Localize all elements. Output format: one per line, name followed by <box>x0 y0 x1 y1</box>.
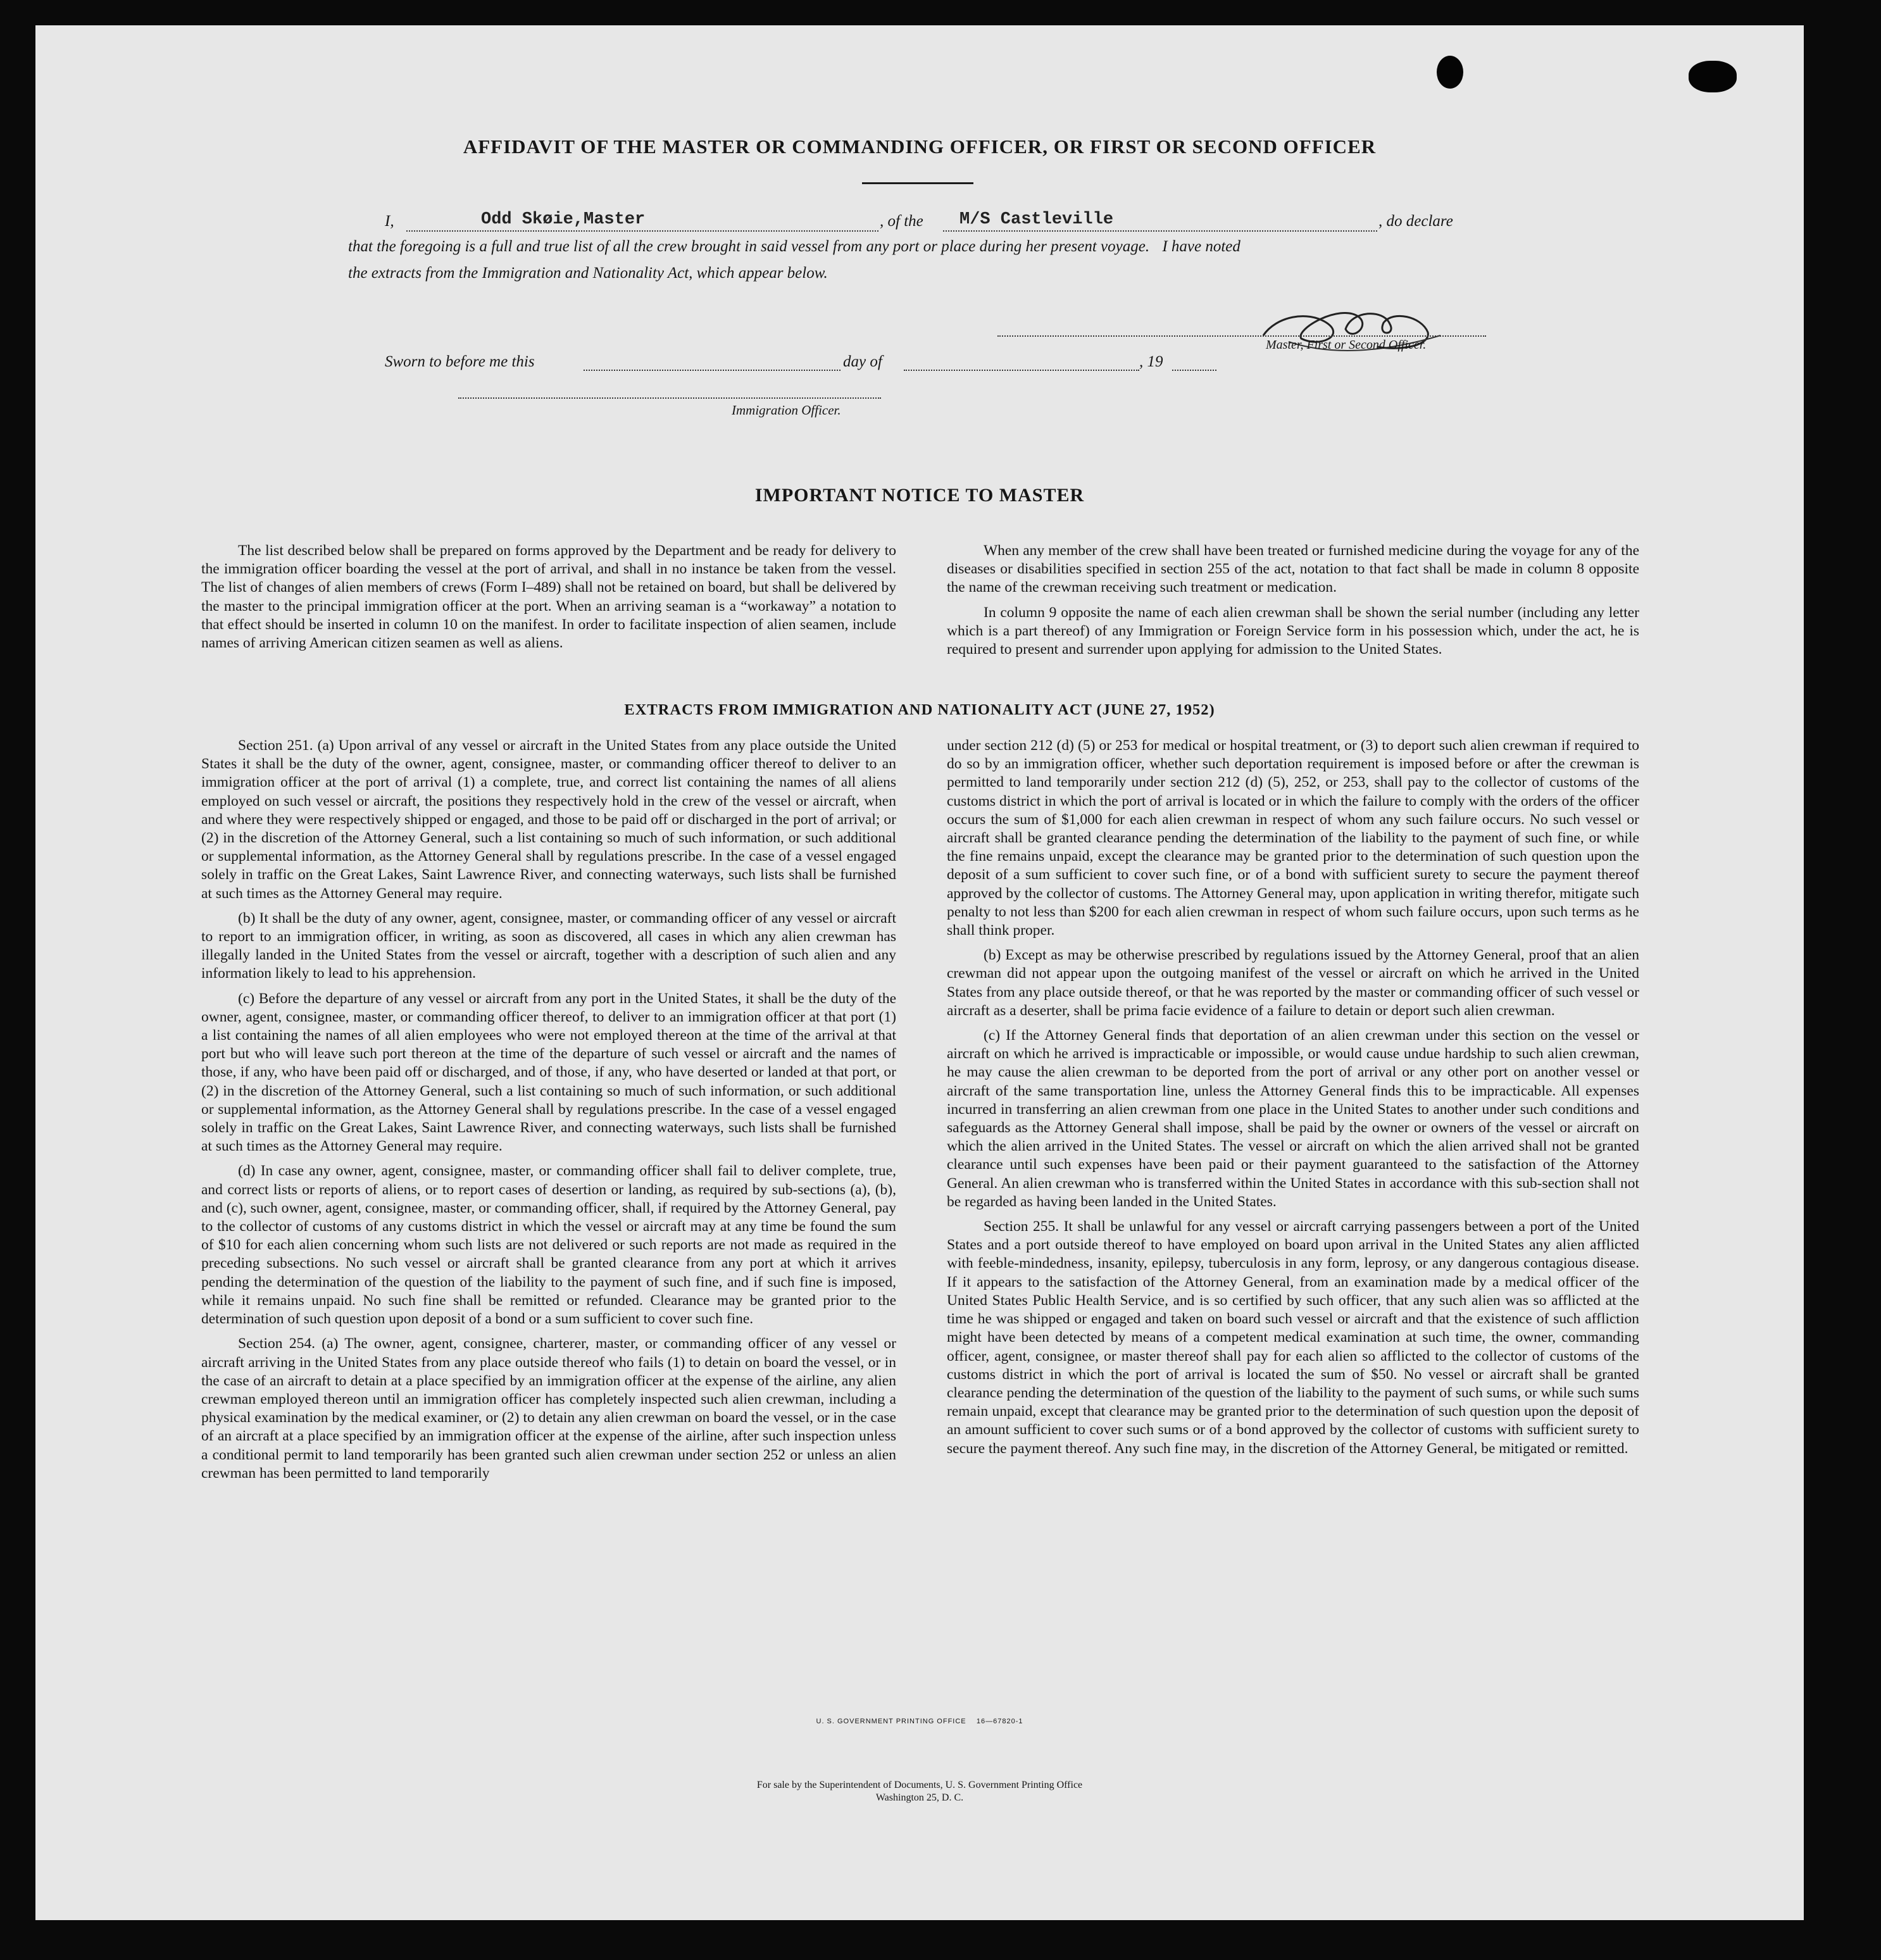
sworn-year-field <box>1172 349 1216 371</box>
extracts-left-column <box>201 737 896 1483</box>
declaration-text-line-1 <box>348 238 1525 256</box>
printing-office-line: U. S. GOVERNMENT PRINTING OFFICE 16—67820-1 <box>816 1718 1023 1725</box>
master-name-field <box>406 210 878 232</box>
vessel-name-field <box>943 210 1377 232</box>
notice-title: IMPORTANT NOTICE TO MASTER <box>754 485 1085 506</box>
declaration-text-line-2: the extracts from the Immigration and Nationality Act, which appear below. <box>348 265 828 282</box>
sale-notice-line-1: For sale by the Superintendent of Documents, U. S. Government Printing Office <box>756 1780 1083 1790</box>
declaration-text-main: that the foregoing is a full and true list of all the crew brought in said vessel from any port or place during her present voyage. <box>348 238 1150 255</box>
declaration-of-the: , of the <box>880 213 923 230</box>
extracts-right-column <box>947 737 1639 1458</box>
section-251-c: (c) Before the departure of any vessel or aircraft from any port in the United States, it shall be the duty of the owner, agent, consignee, master, or commanding officer thereof, to deliver to an immigration officer at that port (1) a list containing the names of all alien employees who were not employed thereon at the time of the arrival at that port but who will leave such port thereon at the time of the departure of such vessel or aircraft and the names of those, if any, who have been paid off or discharged, and of those, if any, who have deserted or landed at that port, or (2) in the discretion of the Attorney General, such a list containing so much of such information, or such additional or supplemental information, as the Attorney General shall by regulations prescribe. In the case of a vessel engaged solely in traffic on the Great Lakes, Saint Lawrence River, and connecting waterways, such lists shall be furnished at such times as the Attorney General may require. <box>201 990 896 1155</box>
master-name-value: Odd Skøie,Master <box>481 210 646 229</box>
declaration-do-declare: , do declare <box>1378 213 1453 230</box>
notice-right-paragraph-2: In column 9 opposite the name of each alien crewman shall be shown the serial number (including any letter which is a part thereof) of any Immigration or Foreign Service form in his possession which, under the act, he is required to present and surrender upon applying for admission to the United States. <box>947 604 1639 658</box>
section-251-a: Section 251. (a) Upon arrival of any vessel or aircraft in the United States from any place outside the United States it shall be the duty of the owner, agent, consignee, master, or commanding officer thereof to deliver to an immigration officer at the port of arrival (1) a complete, true, and correct list containing the names of all aliens employed on such vessel or aircraft, the positions they respectively hold in the crew of the vessel or aircraft, when and where they were respectively shipped or engaged, and those to be paid off or discharged in the port of arrival; or (2) in the discretion of the Attorney General, such a list containing so much of such information, or such additional or supplemental information, as the Attorney General shall by regulations prescribe. In the case of a vessel engaged solely in traffic on the Great Lakes, Saint Lawrence River, and connecting waterways, such lists shall be furnished at such times as the Attorney General may require. <box>201 737 896 902</box>
signature-caption: Master, First or Second Officer. <box>1266 338 1427 352</box>
title-divider <box>862 182 973 184</box>
section-254-a-continued: under section 212 (d) (5) or 253 for medical or hospital treatment, or (3) to deport such alien crewman if required to do so by an immigration officer, whether such deportation requirement is imposed before or after the crewman is permitted to land temporarily under section 212 (d) (5), 252, or 253, shall pay to the collector of customs of the customs district in which the port of arrival is located or in which the failure to comply with the orders of the officer occurs the sum of $1,000 for each alien crewman in respect of whom any such failure occurs. No such vessel or aircraft shall be granted clearance pending the determination of the liability to the payment of such fine, or while the fine remains unpaid, except the clearance may be granted prior to the determination of such question upon the deposit of a sum sufficient to cover such fine, or of a bond with sufficient surety to secure the payment thereof approved by the collector of customs. The Attorney General may, upon application in writing therefor, mitigate such penalty to not less than $200 for each alien crewman in respect of whom such failure occurs, upon such terms as he shall think proper. <box>947 737 1639 939</box>
section-254-a: Section 254. (a) The owner, agent, consignee, charterer, master, or commanding officer of any vessel or aircraft arriving in the United States from any place outside thereof who fails (1) to detain on board the vessel, or in the case of an aircraft to detain at a place specified by an immigration officer at the expense of the airline, any alien crewman employed thereon until an immigration officer has completely inspected such alien crewman, including a physical examination by the medical examiner, or (2) to detain any alien crewman on board the vessel, or in the case of an aircraft at a place specified by an immigration officer at the expense of the airline, after such inspection unless a conditional permit to land temporarily has been granted such alien crewman under section 252 or unless an alien crewman has been permitted to land temporarily <box>201 1335 896 1482</box>
notice-left-paragraph: The list described below shall be prepared on forms approved by the Department and be ready for delivery to the immigration officer boarding the vessel at the port of arrival, and shall in no instance be taken from the vessel. The list of changes of alien members of crews (Form I–489) shall not be retained on board, but shall be delivered by the master to the principal immigration officer at the port. When an arriving seaman is a “workaway” a notation to that effect should be inserted in column 10 on the manifest. In order to facilitate inspection of alien seamen, include names of arriving American citizen seamen as well as aliens. <box>201 542 896 652</box>
declaration-noted: I have noted <box>1162 238 1240 255</box>
declaration-prefix: I, <box>385 213 394 230</box>
punch-hole-left <box>1437 56 1463 89</box>
sworn-year-prefix: , 19 <box>1139 353 1163 370</box>
sworn-month-field <box>904 349 1139 371</box>
signature-line <box>997 333 1486 337</box>
extracts-title: EXTRACTS FROM IMMIGRATION AND NATIONALITY ACT (JUNE 27, 1952) <box>624 701 1215 718</box>
section-251-d: (d) In case any owner, agent, consignee, master, or commanding officer shall fail to deliver complete, true, and correct lists or reports of aliens, or to report cases of desertion or landing, as required by sub-sections (a), (b), and (c), such owner, agent, consignee, master, or commanding officer, shall, if required by the Attorney General, pay to the collector of customs of any customs district in which the vessel or aircraft may at any time be found the sum of $10 for each alien concerning whom such lists are not delivered or such reports are not made as required in the preceding subsections. No such vessel or aircraft shall be granted clearance from any port at which it arrives pending the determination of the question of the liability to the payment of such fine, and if such fine is imposed, while it remains unpaid. No such fine shall be remitted or refunded. Clearance may be granted prior to the determination of such question upon deposit of a bond or a sum sufficient to cover such fine. <box>201 1163 896 1328</box>
sworn-line <box>385 349 1334 375</box>
sworn-label: Sworn to before me this <box>385 353 535 370</box>
notice-right-paragraph-1: When any member of the crew shall have been treated or furnished medicine during the voyage for any of the diseases or disabilities specified in section 255 of the act, notation to that fact shall be made in column 8 opposite the name of the crewman receiving such treatment or medication. <box>947 542 1639 596</box>
declaration-line <box>385 210 1524 235</box>
immigration-officer-signature-line <box>458 395 881 399</box>
immigration-officer-caption: Immigration Officer. <box>732 403 841 418</box>
section-251-b: (b) It shall be the duty of any owner, agent, consignee, master, or commanding officer of any vessel or aircraft to report to an immigration officer, in writing, as soon as discovered, all cases in which any alien crewman has illegally landed in the United States from the vessel or aircraft, together with a description of such alien and any information likely to lead to his apprehension. <box>201 909 896 982</box>
sworn-day-of: day of <box>843 353 882 370</box>
section-255: Section 255. It shall be unlawful for any vessel or aircraft carrying passengers between a port of the United States and a port outside thereof to have employed on board upon arrival in the United States any alien afflicted with feeble-mindedness, insanity, epilepsy, tuberculosis in any form, leprosy, or any dangerous contagious disease. If it appears to the satisfaction of the Attorney General, from an examination made by a medical officer of the United States Public Health Service, and is so certified by such officer, that any such alien was so afflicted at the time he was shipped or engaged and taken on board such vessel or aircraft and that the existence of such affliction might have been detected by means of a competent medical examination at such time, the owner, commanding officer, agent, consignee, or master thereof shall pay for each alien so afflicted to the collector of customs of the customs district in which the port of arrival is located the sum of $50. No vessel or aircraft shall be granted clearance pending the determination of the question of the liability to the payment of such sums, or while such sums remain unpaid, except that clearance may be granted prior to the determination of such question upon the deposit of an amount sufficient to cover such sums or of a bond approved by the collector of customs with sufficient surety to secure the payment thereof. Any such fine may, in the discretion of the Attorney General, be mitigated or remitted. <box>947 1218 1639 1457</box>
affidavit-document-page <box>35 25 1804 1920</box>
notice-right-column <box>947 542 1639 659</box>
punch-hole-right <box>1689 61 1737 92</box>
notice-left-column <box>201 542 896 652</box>
sale-notice-line-2: Washington 25, D. C. <box>875 1792 964 1803</box>
vessel-name-value: M/S Castleville <box>959 210 1114 229</box>
affidavit-title: AFFIDAVIT OF THE MASTER OR COMMANDING OFFICER, OR FIRST OR SECOND OFFICER <box>463 135 1377 158</box>
section-254-c: (c) If the Attorney General finds that deportation of an alien crewman under this section on the vessel or aircraft on which he arrived is impracticable or impossible, or would cause undue hardship to such alien crewman, he may cause the alien crewman to be deported from the port of arrival or any other port on another vessel or aircraft of the same transportation line, unless the Attorney General finds this to be impracticable. All expenses incurred in transferring an alien crewman from one place in the United States to another under such conditions and safeguards as the Attorney General shall impose, shall be paid by the owner or owners of the vessel or aircraft on which the alien arrived in the United States. The vessel or aircraft on which the alien arrived shall not be granted clearance until such expenses have been paid or their payment guaranteed to the satisfaction of the Attorney General. An alien crewman who is transferred within the United States in accordance with this sub-section shall not be regarded as having been landed in the United States. <box>947 1027 1639 1210</box>
section-254-b: (b) Except as may be otherwise prescribed by regulations issued by the Attorney General, proof that an alien crewman did not appear upon the outgoing manifest of the vessel or aircraft on which he arrived in the United States from any place outside thereof, or that he was reported by the master or commanding officer of such vessel or aircraft as a deserter, shall be prima facie evidence of a failure to detain or deport such alien crewman. <box>947 947 1639 1019</box>
sworn-day-field <box>584 349 841 371</box>
